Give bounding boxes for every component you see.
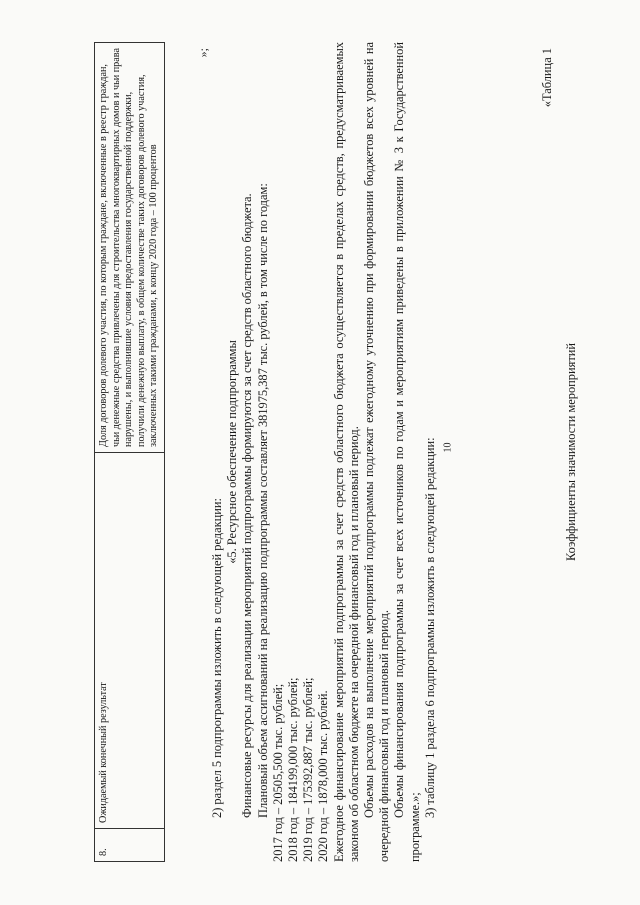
page-number: 10	[442, 442, 454, 453]
subsection-title: «5. Ресурсное обеспечение подпрограммы	[225, 340, 240, 564]
row-number: 8.	[95, 829, 165, 862]
paragraph-section5-heading: 2) раздел 5 подпрограммы изложить в следующей редакции:	[210, 498, 224, 818]
paragraph-financial-resources: Финансовые ресурсы для реализации мероприятий подпрограммы формируются за счет средств областного бюджета.	[240, 193, 255, 818]
year-2019: 2019 год – 175392,887 тыс. рублей;	[301, 677, 316, 862]
year-2017: 2017 год – 20505,500 тыс. рублей;	[270, 683, 285, 862]
table-label: «Таблица 1	[540, 48, 554, 108]
paragraph-appendix-reference: Объемы финансирования подпрограммы за счет всех источников по годам и мероприятиям приведены в приложении № 3 к Государственной программе.»;	[392, 42, 422, 862]
paragraph-volume-clarification: Объемы расходов на выполнение мероприятий подпрограммы подлежат ежегодному уточнению при формировании бюджетов всех уровней на очередной финансовый год и плановый период.	[362, 42, 392, 862]
result-table	[94, 42, 165, 862]
body-text	[210, 42, 438, 862]
table-row	[95, 43, 165, 862]
year-2020: 2020 год – 1878,000 тыс. рублей.	[316, 690, 331, 862]
closing-mark: »;	[196, 48, 210, 58]
rotated-content	[94, 42, 599, 862]
paragraph-annual-financing: Ежегодное финансирование мероприятий подпрограммы за счет средств областного бюджета осуществляется в пределах средств, предусматриваемых законом об областном бюджете на очередной финансовый год и плановый период.	[331, 42, 361, 862]
paragraph-planned-volume: Плановый объем ассигнований на реализацию подпрограммы составляет 381975,387 тыс. рублей, в том числе по годам:	[255, 183, 270, 818]
paragraph-table1: 3) таблицу 1 раздела 6 подпрограммы изложить в следующей редакции:	[422, 437, 437, 818]
row-label: Ожидаемый конечный результат	[95, 453, 165, 829]
row-value: Доля договоров долевого участия, по которым граждане, включенные в реестр граждан, чьи денежные средства привлечены для строительства многоквартирных домов и чьи права нарушены, и выполнившие условия предоставления государственной поддержки, получили денежную выплату, в общем количестве таких договоров долевого участия, заключенных такими гражданами, к концу 2020 года – 100 процентов	[95, 43, 165, 453]
year-2018: 2018 год – 184199,000 тыс. рублей;	[286, 677, 301, 862]
table-title: Коэффициенты значимости мероприятий	[564, 342, 578, 562]
